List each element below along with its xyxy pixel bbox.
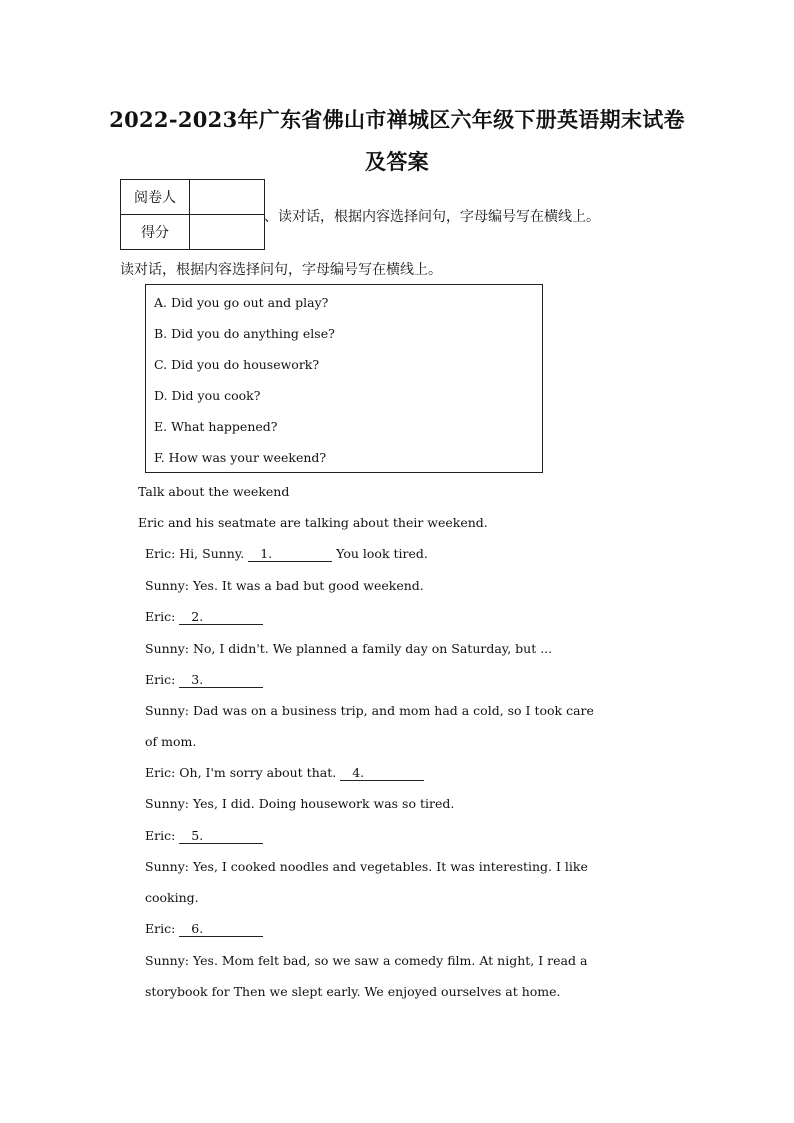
answer-blank-6[interactable]: 6.: [179, 922, 263, 937]
document-title-continued: 及答案: [365, 149, 429, 174]
option-e: E. What happened?: [154, 419, 278, 434]
option-f: F. How was your weekend?: [154, 450, 327, 465]
option-c: C. Did you do housework?: [154, 357, 320, 372]
answer-blank-4[interactable]: 4.: [340, 766, 424, 781]
dialogue-line: [145, 546, 428, 562]
dialogue-title: Talk about the weekend: [138, 484, 290, 499]
dialogue-line: storybook for Then we slept early. We enjoyed ourselves at home.: [145, 984, 561, 999]
dialogue-line: Sunny: Yes, I did. Doing housework was so tired.: [145, 796, 455, 811]
dialogue-line: Sunny: Yes, I cooked noodles and vegetables. It was interesting. I like: [145, 859, 588, 874]
speaker-text: Eric: Oh, I'm sorry about that.: [145, 765, 341, 780]
dialogue-line: [145, 921, 263, 937]
dialogue-line: Sunny: No, I didn't. We planned a family day on Saturday, but ...: [145, 641, 553, 656]
reviewer-label: 阅卷人: [121, 180, 190, 215]
document-title: 2022-2023年广东省佛山市禅城区六年级下册英语期末试卷: [109, 107, 685, 132]
dialogue-line: Sunny: Yes. Mom felt bad, so we saw a comedy film. At night, I read a: [145, 953, 588, 968]
speaker-text: Eric: Hi, Sunny.: [145, 546, 249, 561]
answer-blank-1[interactable]: 1.: [248, 547, 332, 562]
option-a: A. Did you go out and play?: [154, 295, 329, 310]
dialogue-line: [145, 672, 263, 688]
section-instruction: 读对话，根据内容选择问句，字母编号写在横线上。: [120, 262, 442, 278]
option-d: D. Did you cook?: [154, 388, 261, 403]
dialogue-line: cooking.: [145, 890, 199, 905]
dialogue-line: of mom.: [145, 734, 197, 749]
score-label: 得分: [121, 215, 190, 250]
speaker-text: You look tired.: [332, 546, 428, 561]
options-box: [145, 284, 543, 473]
score-table: [120, 179, 265, 250]
speaker-text: Eric:: [145, 609, 180, 624]
dialogue-line: Sunny: Dad was on a business trip, and mom had a cold, so I took care: [145, 703, 594, 718]
reviewer-cell: [190, 180, 265, 215]
answer-blank-3[interactable]: 3.: [179, 673, 263, 688]
dialogue-line: [145, 828, 263, 844]
speaker-text: Eric:: [145, 672, 180, 687]
option-b: B. Did you do anything else?: [154, 326, 335, 341]
speaker-text: Eric:: [145, 828, 180, 843]
dialogue-line: [145, 765, 424, 781]
dialogue-intro: Eric and his seatmate are talking about their weekend.: [138, 515, 488, 530]
speaker-text: Eric:: [145, 921, 180, 936]
score-cell: [190, 215, 265, 250]
answer-blank-2[interactable]: 2.: [179, 610, 263, 625]
section-heading: 、读对话，根据内容选择问句，字母编号写在横线上。: [264, 209, 600, 225]
answer-blank-5[interactable]: 5.: [179, 829, 263, 844]
dialogue-line: Sunny: Yes. It was a bad but good weekend.: [145, 578, 424, 593]
dialogue-line: [145, 609, 263, 625]
